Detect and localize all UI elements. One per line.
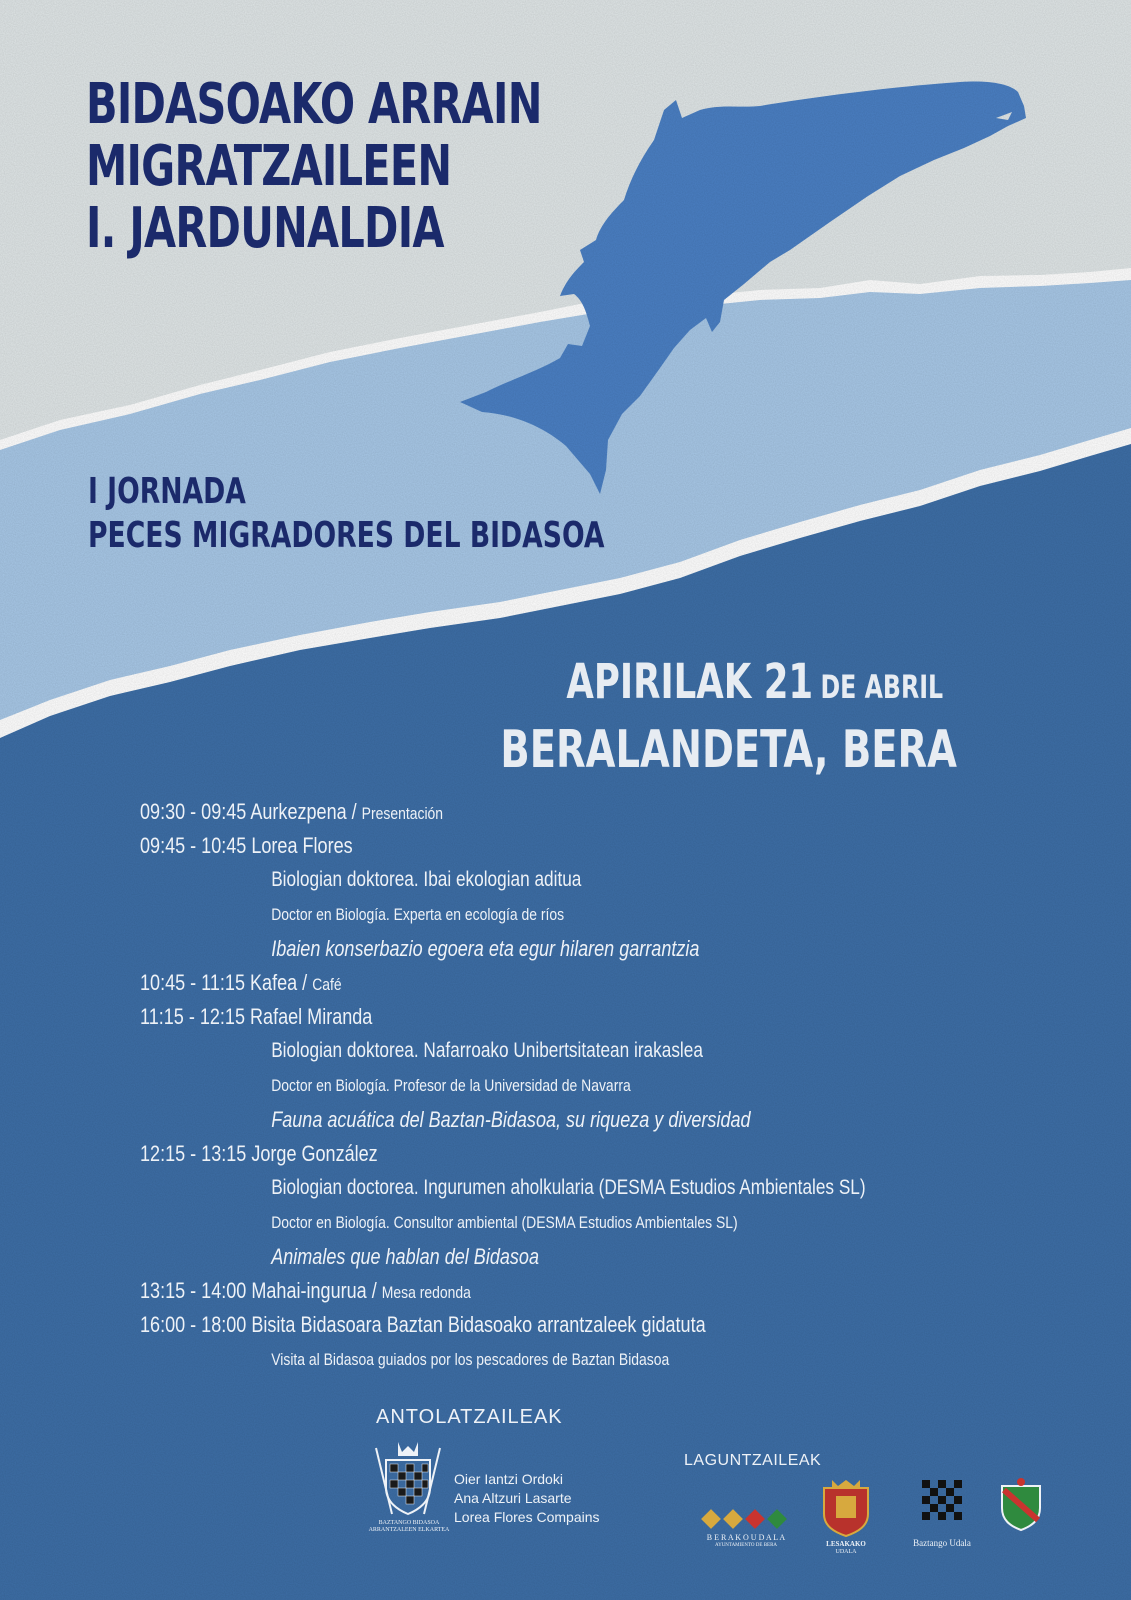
organizer-name: Oier Iantzi Ordoki [454, 1471, 563, 1487]
program-description: Visita al Bidasoa guiados por los pescadores de Baztan Bidasoa [271, 1350, 670, 1369]
program-title: Mahai-ingurua / [251, 1278, 377, 1303]
program-description: Biologian doctorea. Ingurumen aholkularia (DESMA Estudios Ambientales SL) [271, 1176, 866, 1199]
program-time: 10:45 - 11:15 [140, 970, 245, 995]
title-line-1: BIDASOAKO ARRAIN [86, 72, 542, 137]
program-talk-title: Ibaien konserbazio egoera eta egur hilaren garrantzia [271, 936, 700, 961]
bera-logo-subcaption: AYUNTAMIENTO DE BERA [714, 1543, 778, 1548]
organizer-name: Lorea Flores Compains [454, 1509, 600, 1525]
program-time: 12:15 - 13:15 [140, 1141, 247, 1166]
program-note: Café [312, 975, 342, 994]
program-time-row [140, 1000, 1042, 1034]
event-date-es: DE ABRIL [820, 668, 943, 706]
baztan-logo-caption: Baztango Udala [913, 1538, 971, 1548]
program-time: 16:00 - 18:00 [140, 1312, 247, 1337]
spanish-subtitle [88, 470, 605, 558]
title-line-2: MIGRATZAILEEN [86, 134, 452, 199]
subtitle-line-1: I JORNADA [88, 471, 246, 512]
program-time-row [140, 1137, 1042, 1171]
program-description: Biologian doktorea. Ibai ekologian aditua [271, 868, 582, 891]
program-note: Presentación [361, 804, 444, 823]
organizer-name: Ana Altzuri Lasarte [454, 1490, 572, 1506]
organizers-label: ANTOLATZAILEAK [376, 1406, 563, 1428]
main-title [86, 74, 542, 260]
bera-logo-caption: B E R A K O U D A L A [706, 1533, 786, 1542]
organizers-logo-caption: BAZTANGO BIDASOA ARRANTZALEEN ELKARTEA [368, 1520, 450, 1533]
program-list [140, 795, 1042, 1377]
program-description: Doctor en Biología. Profesor de la Universidad de Navarra [271, 1076, 631, 1095]
organizers-crest-logo [372, 1438, 444, 1520]
program-talk-title: Animales que hablan del Bidasoa [271, 1244, 539, 1269]
event-place: BERALANDETA, BERA [500, 720, 957, 780]
program-title: Lorea Flores [251, 833, 353, 858]
program-description: Biologian doktorea. Nafarroako Unibertsitatean irakaslea [271, 1039, 703, 1062]
program-title: Rafael Miranda [250, 1004, 373, 1029]
lesaka-council-logo [818, 1478, 874, 1538]
program-title: Bisita Bidasoara Baztan Bidasoako arrantzaleek gidatuta [251, 1312, 706, 1337]
organizers-names [454, 1470, 600, 1527]
lesaka-logo-caption: LESAKAKO [826, 1540, 866, 1548]
program-description: Doctor en Biología. Experta en ecología de ríos [271, 905, 565, 924]
program-time-row [140, 795, 1042, 829]
subtitle-line-2: PECES MIGRADORES DEL BIDASOA [88, 515, 605, 556]
collaborators-label: LAGUNTZAILEAK [684, 1452, 822, 1469]
program-time: 09:30 - 09:45 [140, 799, 247, 824]
program-time: 09:45 - 10:45 [140, 833, 247, 858]
fishing-association-logo [996, 1476, 1046, 1532]
program-time-row [140, 966, 1042, 1000]
program-description: Doctor en Biología. Consultor ambiental (DESMA Estudios Ambientales SL) [271, 1213, 738, 1232]
event-date-main: APIRILAK 21 [566, 654, 814, 710]
title-line-3: I. JARDUNALDIA [86, 196, 444, 261]
program-time: 13:15 - 14:00 [140, 1278, 247, 1303]
program-time-row [140, 1274, 1042, 1308]
event-date [566, 654, 943, 710]
program-title: Aurkezpena / [250, 799, 357, 824]
bera-council-logo [700, 1508, 790, 1534]
program-note: Mesa redonda [381, 1283, 471, 1302]
program-title: Jorge González [251, 1141, 378, 1166]
program-time-row [140, 1308, 1042, 1342]
program-title: Kafea / [250, 970, 308, 995]
program-time: 11:15 - 12:15 [140, 1004, 245, 1029]
program-talk-title: Fauna acuática del Baztan-Bidasoa, su riqueza y diversidad [271, 1107, 751, 1132]
lesaka-logo-subcaption: UDALA [835, 1549, 857, 1555]
baztan-council-logo [920, 1478, 964, 1526]
program-time-row [140, 829, 1042, 863]
